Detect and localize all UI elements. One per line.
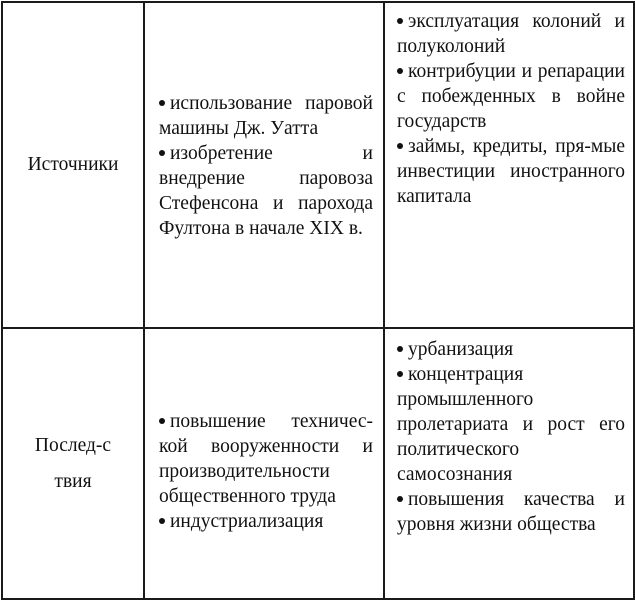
list-item: повышение техничес-кой вооруженности и производительности общественного труда	[159, 411, 373, 507]
bullet-icon	[397, 143, 403, 149]
list-item: изобретение и внедрение паровоза Стефенсона и парохода Фултона в начале XIX в.	[159, 143, 373, 239]
bullet-list	[397, 337, 625, 537]
row-label: Источники	[27, 154, 119, 175]
bullet-icon	[397, 346, 403, 352]
bullet-icon	[159, 518, 165, 524]
list-item: контрибуции и репарации с побежденных в войне государств	[397, 61, 625, 132]
bullet-icon	[397, 496, 403, 502]
bullet-list	[397, 9, 625, 209]
right-cell	[384, 328, 634, 599]
bullet-icon	[159, 150, 165, 156]
bullet-icon	[159, 418, 165, 424]
table-row-consequences	[2, 328, 634, 599]
list-item: эксплуатация колоний и полуколоний	[397, 11, 625, 57]
bullet-icon	[397, 68, 403, 74]
right-cell	[384, 2, 634, 328]
middle-cell	[144, 328, 384, 599]
list-item: займы, кредиты, пря-мые инвестиции иностранного капитала	[397, 136, 625, 207]
list-item: урбанизация	[397, 337, 625, 362]
bullet-icon	[397, 18, 403, 24]
list-item: концентрация промышленного пролетариата и рост его политического самосознания	[397, 364, 625, 485]
row-label: Послед-ствия	[34, 434, 112, 492]
list-item: индустриализация	[159, 509, 373, 534]
bullet-icon	[159, 100, 165, 106]
bullet-list	[159, 409, 373, 534]
list-item: использование паровой машины Дж. Уатта	[159, 93, 373, 139]
bullet-icon	[397, 371, 403, 377]
bullet-list	[159, 91, 373, 241]
row-label-cell	[2, 328, 144, 599]
middle-cell	[144, 2, 384, 328]
row-label-cell	[2, 2, 144, 328]
list-item: повышения качества и уровня жизни общества	[397, 489, 625, 535]
table-row-sources	[2, 2, 634, 328]
content-table	[1, 1, 635, 600]
